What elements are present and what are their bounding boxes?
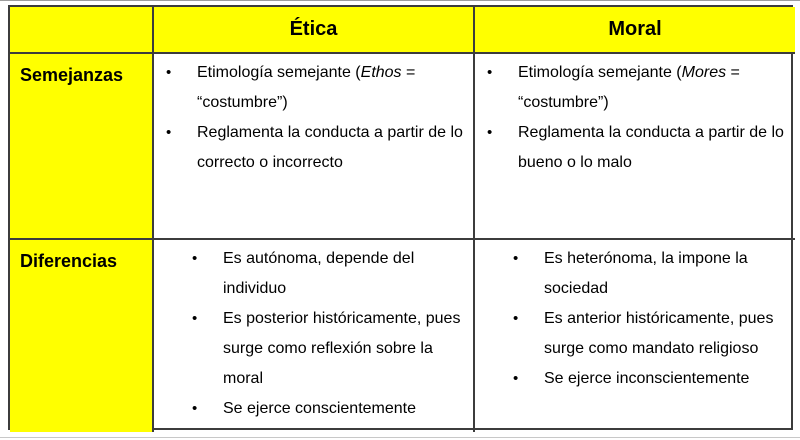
bullet-icon: •	[192, 310, 198, 327]
bullet-text: Se ejerce conscientemente	[223, 400, 416, 417]
bullet-icon: •	[166, 124, 172, 141]
bullet-icon: •	[192, 400, 198, 417]
bullet-list-semejanzas-moral	[475, 54, 795, 178]
cell-semejanzas-etica	[154, 54, 475, 240]
bullet-icon: •	[487, 64, 493, 81]
bullet-text: Es autónoma, depende del individuo	[223, 250, 415, 297]
bullet-text: Es posterior históricamente, pues surge como reflexión sobre la moral	[223, 310, 461, 387]
page-edge-bottom	[0, 437, 800, 438]
bullet-item	[487, 118, 785, 178]
bullet-text: Se ejerce inconscientemente	[544, 370, 750, 387]
bullet-icon: •	[487, 124, 493, 141]
bullet-item	[166, 58, 463, 118]
bullet-text: Es heterónoma, la impone la sociedad	[544, 250, 748, 297]
bullet-item	[166, 118, 463, 178]
header-etica: Ética	[154, 7, 475, 54]
bullet-text: Reglamenta la conducta a partir de lo correcto o incorrecto	[197, 124, 463, 171]
page-edge-top	[0, 0, 800, 1]
bullet-icon: •	[513, 310, 519, 327]
bullet-list-diferencias-etica	[154, 240, 473, 424]
cell-diferencias-etica	[154, 240, 475, 432]
bullet-list-diferencias-moral	[475, 240, 795, 394]
bullet-item	[192, 304, 463, 394]
bullet-icon: •	[166, 64, 172, 81]
bullet-text: Etimología semejante (Ethos = “costumbre”)	[197, 64, 416, 111]
bullet-text: Etimología semejante (Mores = “costumbre”)	[518, 64, 740, 111]
bullet-item	[487, 58, 785, 118]
bullet-icon: •	[192, 250, 198, 267]
comparison-table	[8, 5, 793, 430]
bullet-list-semejanzas-etica	[154, 54, 473, 178]
bullet-item	[192, 394, 463, 424]
bullet-icon: •	[513, 250, 519, 267]
header-corner-cell	[10, 7, 154, 54]
bullet-item	[513, 304, 785, 364]
header-moral: Moral	[475, 7, 795, 54]
row-label-diferencias: Diferencias	[10, 240, 154, 432]
bullet-item	[513, 364, 785, 394]
bullet-item	[192, 244, 463, 304]
bullet-item	[513, 244, 785, 304]
bullet-text: Es anterior históricamente, pues surge como mandato religioso	[544, 310, 774, 357]
cell-diferencias-moral	[475, 240, 795, 432]
row-label-semejanzas: Semejanzas	[10, 54, 154, 240]
bullet-icon: •	[513, 370, 519, 387]
cell-semejanzas-moral	[475, 54, 795, 240]
bullet-text: Reglamenta la conducta a partir de lo bueno o lo malo	[518, 124, 784, 171]
